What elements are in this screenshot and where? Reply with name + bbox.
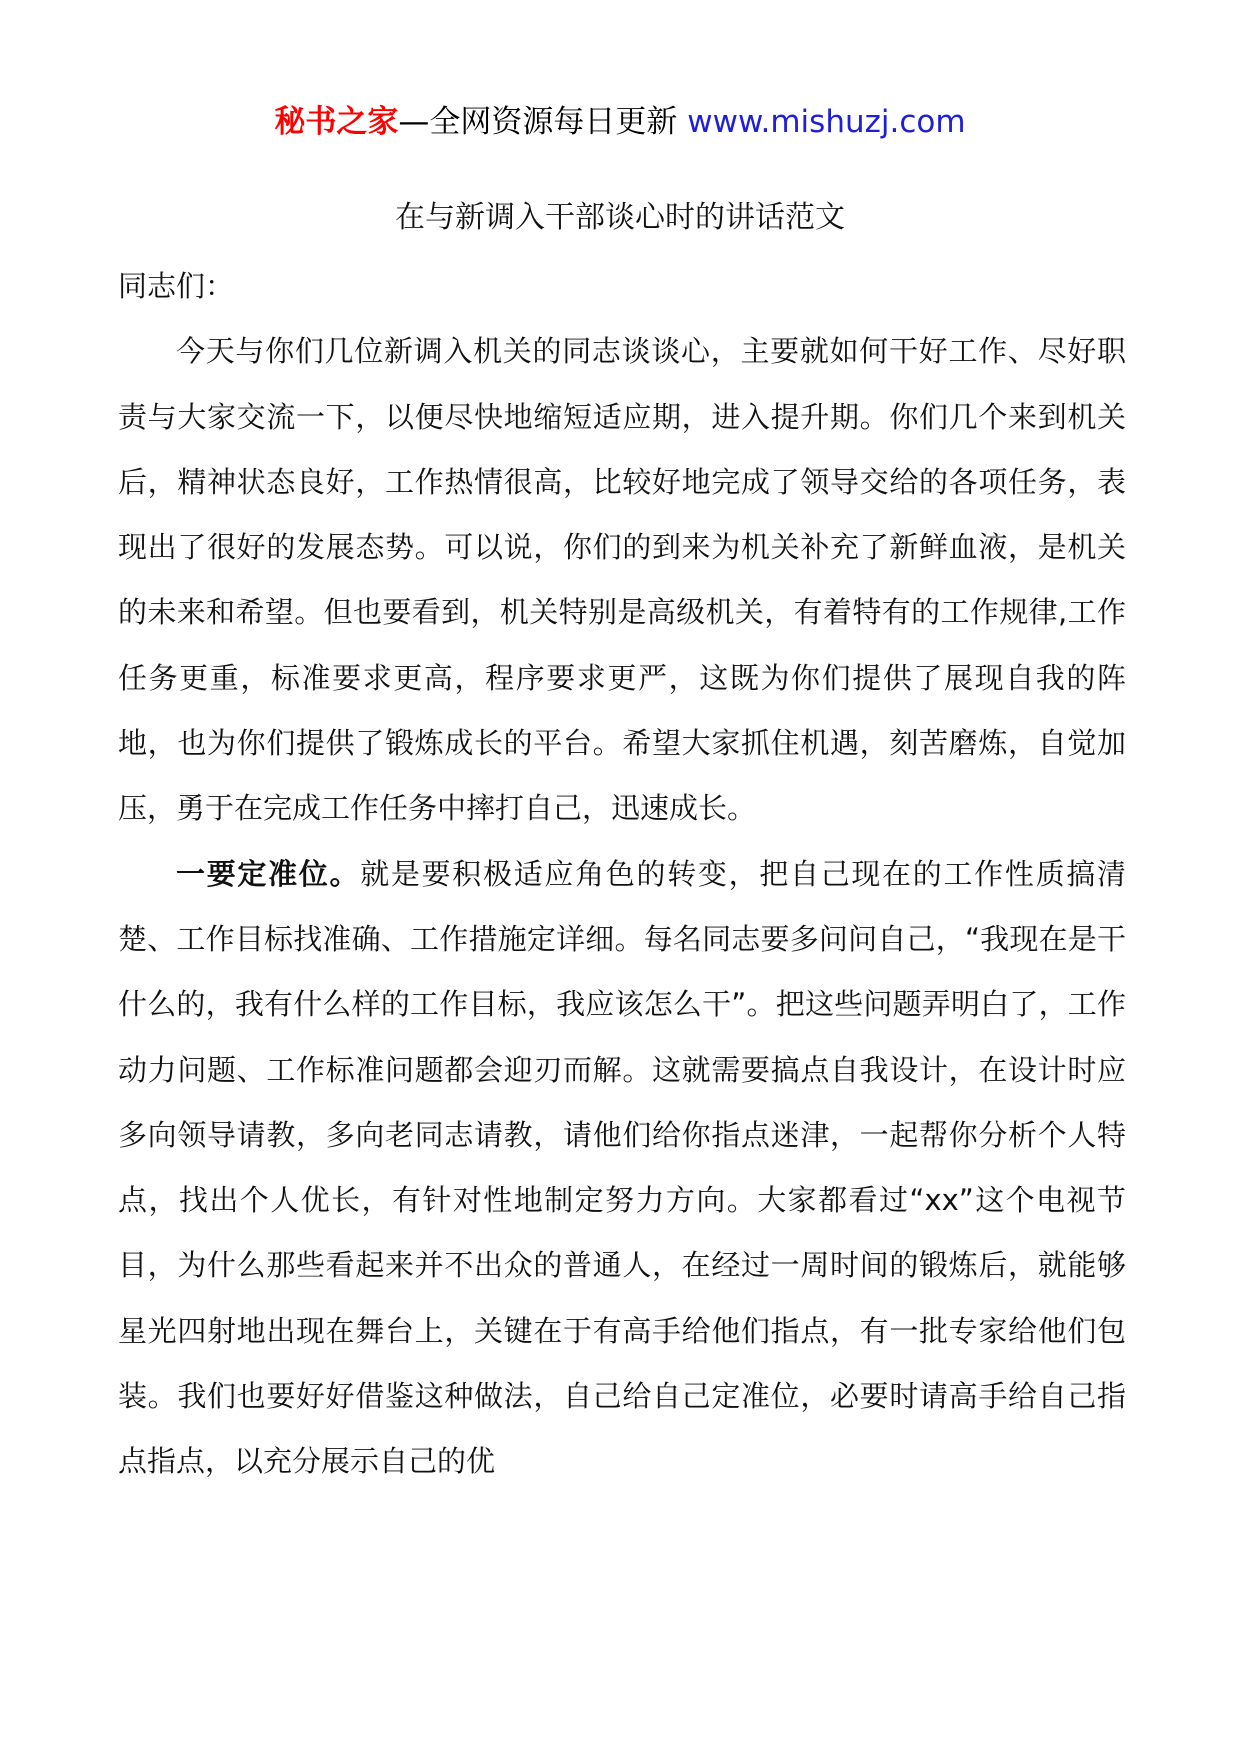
header-tagline: —全网资源每日更新 <box>398 104 688 140</box>
paragraph-lead: 一要定准位。 <box>176 856 361 891</box>
paragraph-text: 就是要积极适应角色的转变，把自己现在的工作性质搞清楚、工作目标找准确、工作措施定详细。每名同志要多问问自己，“我现在是干什么的，我有什么样的工作目标，我应该怎么干”。把这些问题弄明白了，工作动力问题、工作标准问题都会迎刃而解。这就需要搞点自我设计，在设计时应多向领导请教，多向老同志请教，请他们给你指点迷津，一起帮你分析个人特点，找出个人优长，有针对性地制定努力方向。大家都看过“xx”这个电视节目，为什么那些看起来并不出众的普通人，在经过一周时间的锻炼后，就能够星光四射地出现在舞台上，关键在于有高手给他们指点，有一批专家给他们包装。我们也要好好借鉴这种做法，自己给自己定准位，必要时请高手给自己指点指点，以充分展示自己的优 <box>118 856 1126 1479</box>
document-title: 在与新调入干部谈心时的讲话范文 <box>395 200 845 235</box>
site-url[interactable]: www.mishuzj.com <box>687 104 966 140</box>
brand-name: 秘书之家 <box>274 104 399 140</box>
paragraph-text: 今天与你们几位新调入机关的同志谈谈心，主要就如何干好工作、尽好职责与大家交流一下，以便尽快地缩短适应期，进入提升期。你们几个来到机关后，精神状态良好，工作热情很高，比较好地完成了领导交给的各项任务，表现出了很好的发展态势。可以说，你们的到来为机关补充了新鲜血液，是机关的未来和希望。但也要看到，机关特别是高级机关，有着特有的工作规律,工作任务更重，标准要求更高，程序要求更严，这既为你们提供了展现自我的阵地，也为你们提供了锻炼成长的平台。希望大家抓住机遇，刻苦磨炼，自觉加压，勇于在完成工作任务中摔打自己，迅速成长。 <box>118 334 1126 826</box>
document-body <box>118 254 1126 1495</box>
paragraph-intro <box>118 319 1126 841</box>
paragraph-point-one <box>118 842 1126 1495</box>
salutation: 同志们： <box>118 269 235 303</box>
site-header <box>0 100 1240 144</box>
